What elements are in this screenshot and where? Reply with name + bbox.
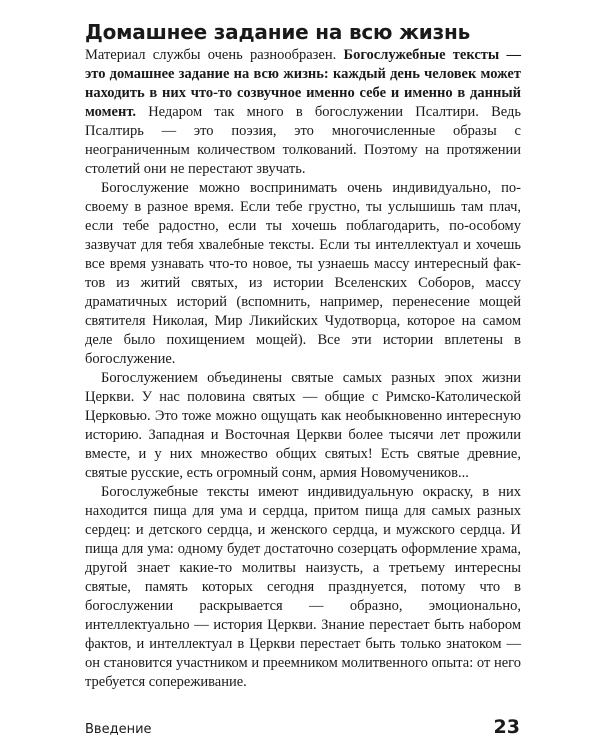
section-heading: Домашнее задание на всю жизнь [85, 20, 471, 44]
paragraph-3: Богослужением объединены святые самых разных эпох жизни Церкви. У нас половина святых — общие с Римско-Католической Церковью. Это тоже можно ощущать как необыкновенно интересную историю. Западная и Восточная Церкви более тысячи лет прожили вместе, и у них множество общих святых! Есть святые древние, святые русские, есть огромный сонм, армия Новомучеников... [85, 370, 521, 481]
paragraph-1-intro: Материал службы очень разнообразен. [85, 47, 344, 63]
paragraph-4: Богослужебные тексты имеют индивидуальную окраску, в них находится пища для ума и сердца, притом пища для самых разных сердец: и детского сердца, и женского сердца, и мужского сердца. И пища для ума: одному будет достаточно созерцать оформление храма, другой знает какие-то молитвы наизусть, а третьему интересны святые, память которых сегодня празднуется, потому что в богослужении раскрывается — образно, эмоционально, интеллектуально — история Церкви. Знание перестает быть набором фактов, и интеллектуал в Церкви перестает быть только знатоком — он становится участником и преемником молитвенного опыта: от него требуется сопереживание. [85, 484, 521, 690]
paragraph-1-rest: Недаром так много в богослужении Псалтири. Ведь Псалтирь — это поэзия, это многочисленные образы с неограниченным количеством толкований. Поэтому на протяжении столетий они не перестают звучать. [85, 104, 521, 177]
footer-section-label: Введение [85, 722, 152, 737]
paragraph-2: Богослужение можно воспринимать очень индивидуально, по-своему в разное время. Если тебе грустно, ты услышишь там плач, если тебе радостно, если ты хочешь поблагодарить, по-особому зазвучат для тебя хвалебные тексты. Если ты интеллектуал и хочешь все время узнавать что-то новое, ты узнаешь массу интересный фактов из житий святых, из истории Вселенских Соборов, массу драматичных историй (вспомнить, например, перенесение мощей святителя Николая, Мир Ликийских Чудотворца, которое на самом деле было похищением мощей). Все эти истории вплетены в богослужение. [85, 180, 521, 367]
page-content [85, 20, 521, 692]
page-number: 23 [493, 716, 520, 738]
paragraph-1-bold: Богослужебные тексты — это домашнее задание на всю жизнь: каждый день человек может находить в них что-то созвучное именно себе и именно в данный момент. [85, 47, 521, 120]
paragraph-1 [85, 46, 521, 179]
